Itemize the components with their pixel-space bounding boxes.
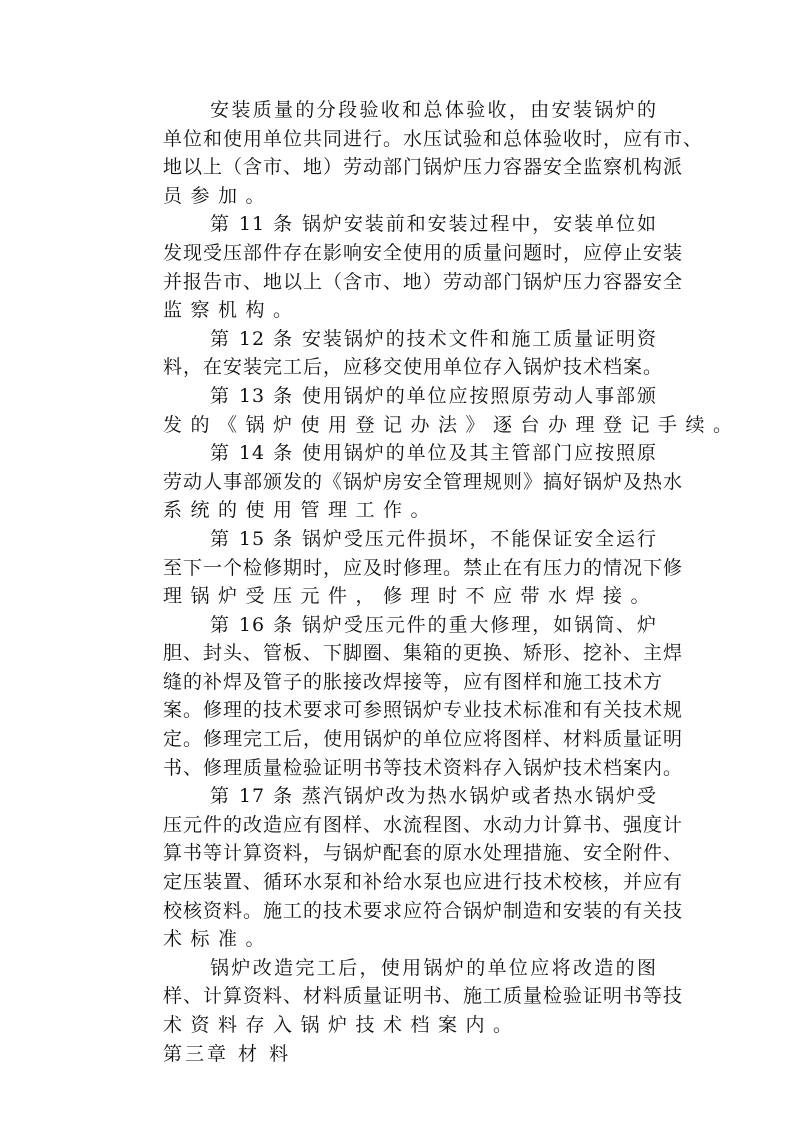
text-line: 样、计算资料、材料质量证明书、施工质量检验证明书等技 [163,985,684,1008]
text-line: 员参加。 [163,184,274,207]
text-line: 并报告市、地以上（含市、地）劳动部门锅炉压力容器安全 [163,270,684,293]
text-line: 压元件的改造应有图样、水流程图、水动力计算书、强度计 [163,813,684,836]
text-line: 至下一个检修期时，应及时修理。禁止在有压力的情况下修 [163,556,684,579]
text-line: 第 11 条 锅炉安装前和安装过程中，安装单位如 [210,213,657,236]
chapter-heading: 第三章 材 料 [163,1042,292,1065]
text-line: 定压装置、循环水泵和补给水泵也应进行技术校核，并应有 [163,871,684,894]
text-line: 术资料存入锅炉技术档案内。 [163,1014,521,1036]
text-line: 劳动人事部颁发的《锅炉房安全管理规则》搞好锅炉及热水 [163,470,684,493]
text-line: 理锅炉受压元件，修理时不应带水焊接。 [163,585,659,608]
text-line: 第 15 条 锅炉受压元件损坏，不能保证安全运行 [210,527,657,550]
text-line: 定。修理完工后，使用锅炉的单位应将图样、材料质量证明 [163,728,684,751]
text-line: 校核资料。施工的技术要求应符合锅炉制造和安装的有关技 [163,899,684,922]
text-line: 第 14 条 使用锅炉的单位及其主管部门应按照原 [210,442,657,465]
text-line: 发现受压部件存在影响安全使用的质量问题时，应停止安装 [163,241,684,264]
text-line: 第 16 条 锅炉受压元件的重大修理，如锅筒、炉 [210,613,657,636]
text-line: 第 13 条 使用锅炉的单位应按照原劳动人事部颁 [210,384,657,407]
text-line: 第 17 条 蒸汽锅炉改为热水锅炉或者热水锅炉受 [210,785,657,808]
text-line: 系统的使用管理工作。 [163,499,439,522]
text-line: 安装质量的分段验收和总体验收，由安装锅炉的 [210,99,657,121]
text-line: 锅炉改造完工后，使用锅炉的单位应将改造的图 [210,956,657,979]
text-line: 第 12 条 安装锅炉的技术文件和施工质量证明资 [210,327,657,350]
document-page [163,96,741,1068]
text-line: 胆、封头、管板、下脚圈、集箱的更换、矫形、挖补、主焊 [163,642,684,665]
text-line: 算书等计算资料，与锅炉配套的原水处理措施、安全附件、 [163,842,684,865]
text-line: 监察机构。 [163,299,301,322]
text-line: 术标准。 [163,928,274,951]
text-line: 发的《锅炉使用登记办法》逐台办理登记手续。 [163,413,741,436]
text-line: 缝的补焊及管子的胀接改焊接等，应有图样和施工技术方 [163,670,664,693]
text-line: 地以上（含市、地）劳动部门锅炉压力容器安全监察机构派 [163,156,684,179]
text-line: 单位和使用单位共同进行。水压试验和总体验收时，应有市、 [163,127,704,150]
text-line: 案。修理的技术要求可参照锅炉专业技术标准和有关技术规 [163,699,684,722]
text-line: 料，在安装完工后，应移交使用单位存入锅炉技术档案。 [163,356,664,379]
text-line: 书、修理质量检验证明书等技术资料存入锅炉技术档案内。 [163,756,684,779]
